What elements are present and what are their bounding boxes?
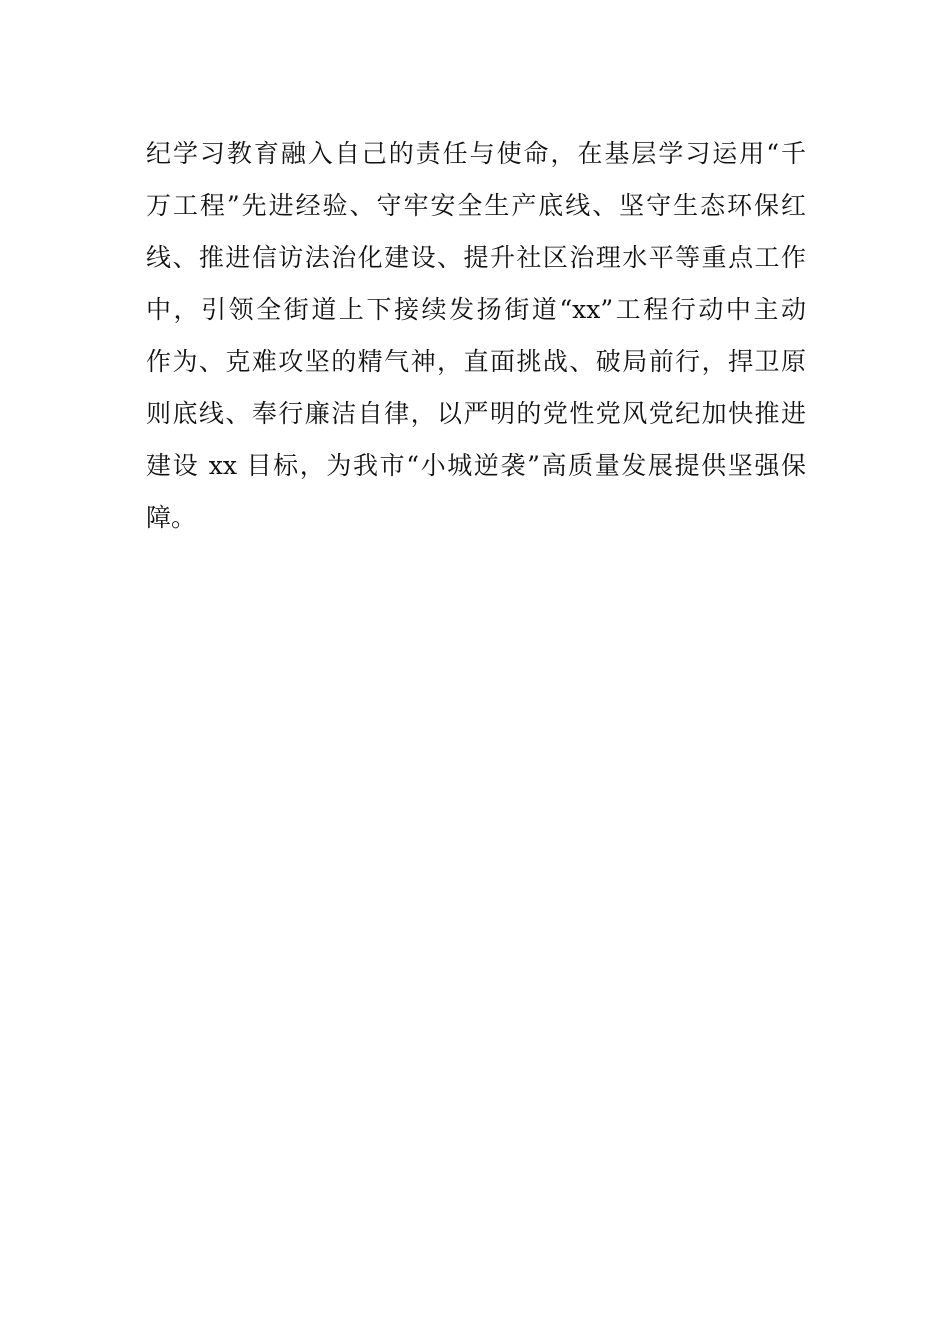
paragraph-line: 作为、克难攻坚的精气神，直面挑战、破局前行，捍卫原 — [146, 347, 806, 376]
paragraph-line: 中，引领全街道上下接续发扬街道“xx”工程行动中主动 — [146, 295, 806, 324]
paragraph-line-last: 障。 — [146, 503, 197, 532]
paragraph-line: 万工程”先进经验、守牢安全生产底线、坚守生态环保红 — [146, 191, 806, 220]
body-paragraph — [146, 128, 806, 544]
paragraph-line: 建设 xx 目标，为我市“小城逆袭”高质量发展提供坚强保 — [146, 451, 806, 480]
paragraph-line: 纪学习教育融入自己的责任与使命，在基层学习运用“千 — [146, 139, 806, 168]
paragraph-line: 线、推进信访法治化建设、提升社区治理水平等重点工作 — [146, 243, 806, 272]
paragraph-line: 则底线、奉行廉洁自律，以严明的党性党风党纪加快推进 — [146, 399, 806, 428]
